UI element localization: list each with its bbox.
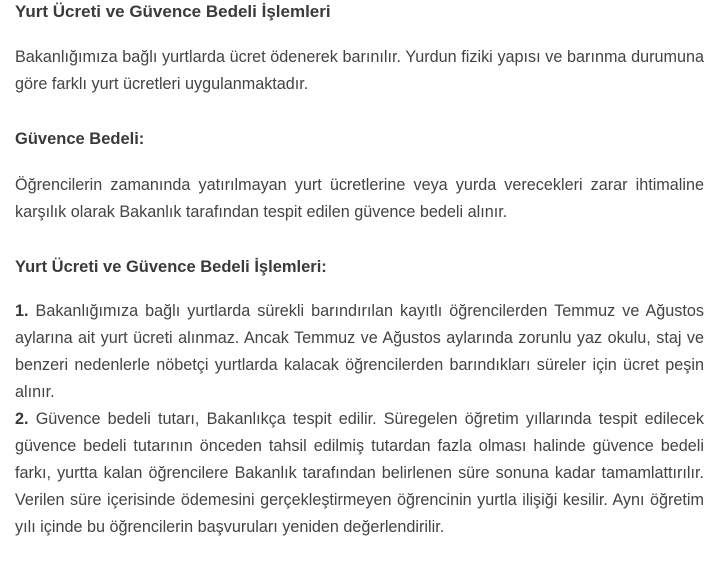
list-item-text: Güvence bedeli tutarı, Bakanlıkça tespit edilir. Süregelen öğretim yıllarında tespit edilecek güvence bedeli tutarının önceden tahsil edilmiş tutardan fazla olması halinde güvence bedeli farkı, yurtta kalan öğrencilere Bakanlık tarafından belirlenen süre sonuna kadar tamamlattırılır. Verilen süre içerisinde ödemesini gerçekleştirmeyen öğrencinin yurtla ilişiği kesilir. Aynı öğretim yılı içinde bu öğrencilerin başvuruları yeniden değerlendirilir. [15, 410, 704, 536]
document-title: Yurt Ücreti ve Güvence Bedeli İşlemleri [15, 2, 331, 21]
list-item-text: Bakanlığımıza bağlı yurtlarda sürekli barındırılan kayıtlı öğrencilerden Temmuz ve Ağustos aylarına ait yurt ücreti alınmaz. Ancak Temmuz ve Ağustos aylarında zorunlu yaz okulu, staj ve benzeri nedenlerle nöbetçi yurtlarda kalacak öğrencilerden barındıkları süreler için ücret peşin alınır. [15, 302, 704, 401]
list-item [15, 298, 704, 406]
list-item [15, 406, 704, 541]
islemler-heading: Yurt Ücreti ve Güvence Bedeli İşlemleri: [15, 258, 327, 276]
list-item-number: 2. [15, 410, 29, 428]
intro-paragraph: Bakanlığımıza bağlı yurtlarda ücret ödenerek barınılır. Yurdun fiziki yapısı ve barınma durumuna göre farklı yurt ücretleri uygulanmaktadır. [15, 48, 704, 93]
guvence-bedeli-paragraph: Öğrencilerin zamanında yatırılmayan yurt ücretlerine veya yurda verecekleri zarar ihtimaline karşılık olarak Bakanlık tarafından tespit edilen güvence bedeli alınır. [15, 176, 704, 221]
list-item-number: 1. [15, 302, 29, 320]
guvence-bedeli-heading: Güvence Bedeli: [15, 130, 145, 148]
